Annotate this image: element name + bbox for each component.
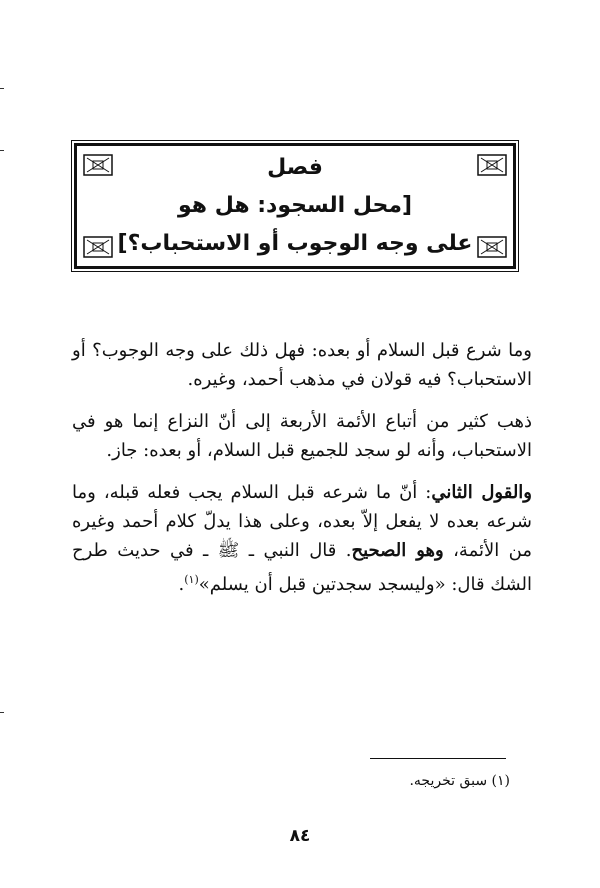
paragraph-3-end: . <box>178 574 185 595</box>
paragraph-2: ذهب كثير من أتباع الأئمة الأربعة إلى أنّ النزاع إنما هو في الاستحباب، وأنه لو سجد للجميع قبل السلام، أو بعده: جاز. <box>72 411 532 461</box>
heading-line-3: على وجه الوجوب أو الاستحباب؟] <box>117 231 473 256</box>
margin-mark <box>0 712 4 713</box>
page-number: ٨٤ <box>289 826 311 846</box>
paragraph-1: وما شرع قبل السلام أو بعده: فهل ذلك على وجه الوجوب؟ أو الاستحباب؟ فيه قولان في مذهب أحمد، وغيره. <box>72 340 532 390</box>
paragraph-3 <box>72 478 532 599</box>
correct-opinion-bold: وهو الصحيح <box>351 540 444 561</box>
heading-line-2: [محل السجود: هل هو <box>177 193 412 218</box>
margin-mark <box>0 88 4 89</box>
chapter-heading-box <box>74 143 516 269</box>
footnote-reference: (١) <box>184 573 199 586</box>
footnote: (١) سبق تخريجه. <box>409 773 510 789</box>
second-opinion-lead: والقول الثاني <box>431 482 532 503</box>
margin-mark <box>0 150 4 151</box>
main-text <box>72 336 532 599</box>
footnote-separator <box>370 758 506 759</box>
paragraph-3-part-1: : أنّ ما شرعه قبل السلام يجب فعله قبله، وما شرعه بعده لا يفعل إلاّ بعده، وعلى هذا يدلّ كلام أحمد وغيره من الأئمة، <box>72 482 532 561</box>
paragraph-3-part-2: . قال النبي ـ ﷺ ـ في حديث طرح الشك قال: «وليسجد سجدتين قبل أن يسلم» <box>72 540 532 595</box>
heading-line-1: فصل <box>267 155 323 180</box>
